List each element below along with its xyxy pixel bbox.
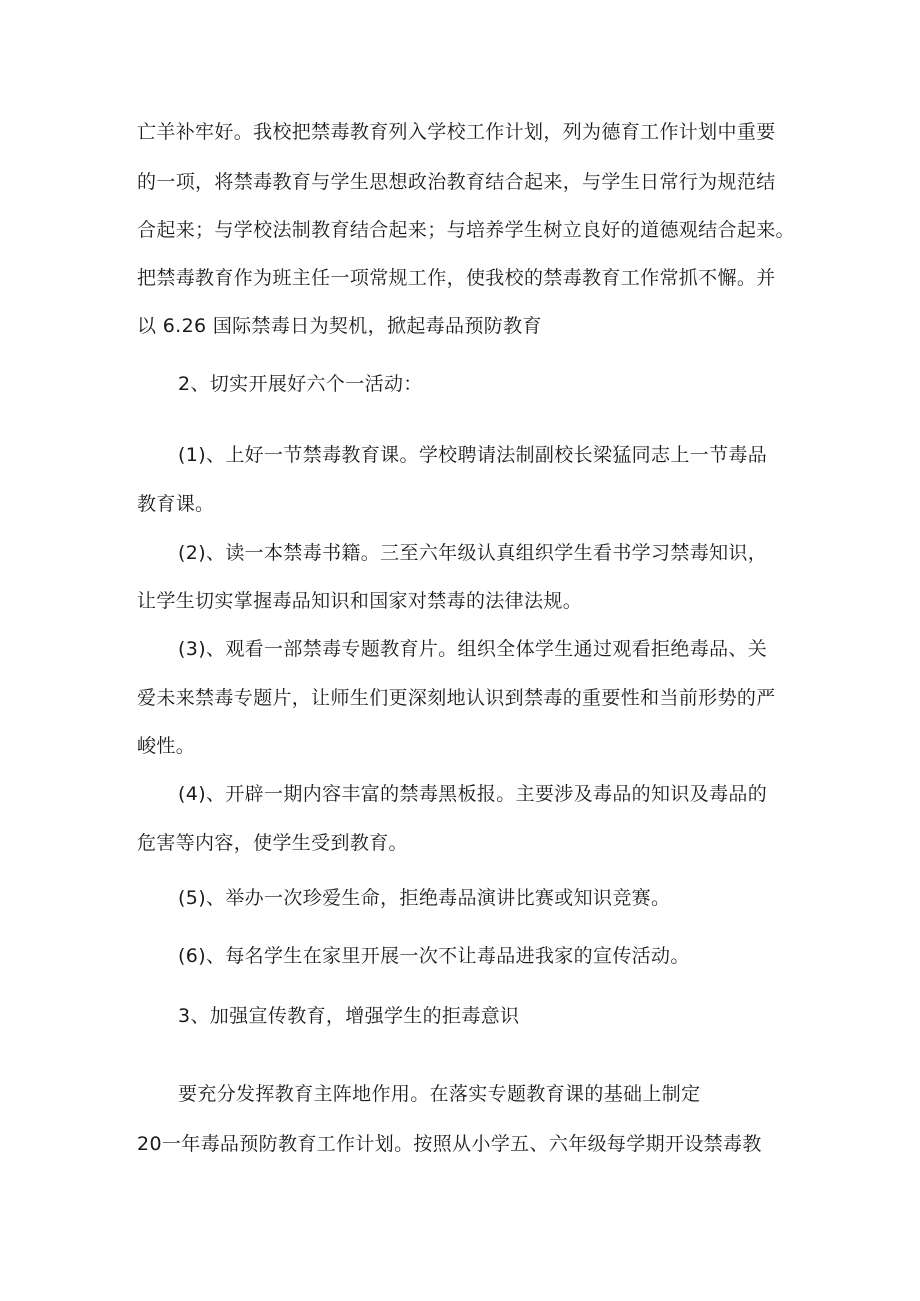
text-line: 教育课。 xyxy=(137,493,215,515)
list-item: (5)、举办一次珍爱生命，拒绝毒品演讲比赛或知识竞赛。 xyxy=(178,887,671,909)
text-line: 亡羊补牢好。我校把禁毒教育列入学校工作计划，列为德育工作计划中重要 xyxy=(137,121,776,143)
list-item: (1)、上好一节禁毒教育课。学校聘请法制副校长梁猛同志上一节毒品 xyxy=(178,444,768,466)
section-heading: 2、切实开展好六个一活动： xyxy=(178,373,423,395)
text-line: 20一年毒品预防教育工作计划。按照从小学五、六年级每学期开设禁毒教 xyxy=(137,1133,762,1155)
list-item: (6)、每名学生在家里开展一次不让毒品进我家的宣传活动。 xyxy=(178,945,690,967)
list-item: (2)、读一本禁毒书籍。三至六年级认真组织学生看书学习禁毒知识， xyxy=(178,542,768,564)
section-heading: 3、加强宣传教育，增强学生的拒毒意识 xyxy=(178,1005,520,1027)
text-line: 的一项，将禁毒教育与学生思想政治教育结合起来，与学生日常行为规范结 xyxy=(137,171,776,193)
text-line: 要充分发挥教育主阵地作用。在落实专题教育课的基础上制定 xyxy=(178,1083,701,1105)
text-line: 把禁毒教育作为班主任一项常规工作，使我校的禁毒教育工作常抓不懈。并 xyxy=(137,267,776,289)
list-item: (3)、观看一部禁毒专题教育片。组织全体学生通过观看拒绝毒品、关 xyxy=(178,638,768,660)
list-item: (4)、开辟一期内容丰富的禁毒黑板报。主要涉及毒品的知识及毒品的 xyxy=(178,783,768,805)
text-line: 峻性。 xyxy=(137,735,196,757)
text-line: 爱未来禁毒专题片，让师生们更深刻地认识到禁毒的重要性和当前形势的严 xyxy=(137,687,776,709)
text-line: 以 6.26 国际禁毒日为契机，掀起毒品预防教育 xyxy=(137,315,542,337)
text-line: 合起来；与学校法制教育结合起来；与培养学生树立良好的道德观结合起来。 xyxy=(137,219,795,241)
text-line: 让学生切实掌握毒品知识和国家对禁毒的法律法规。 xyxy=(137,590,583,612)
text-line: 危害等内容，使学生受到教育。 xyxy=(137,832,408,854)
